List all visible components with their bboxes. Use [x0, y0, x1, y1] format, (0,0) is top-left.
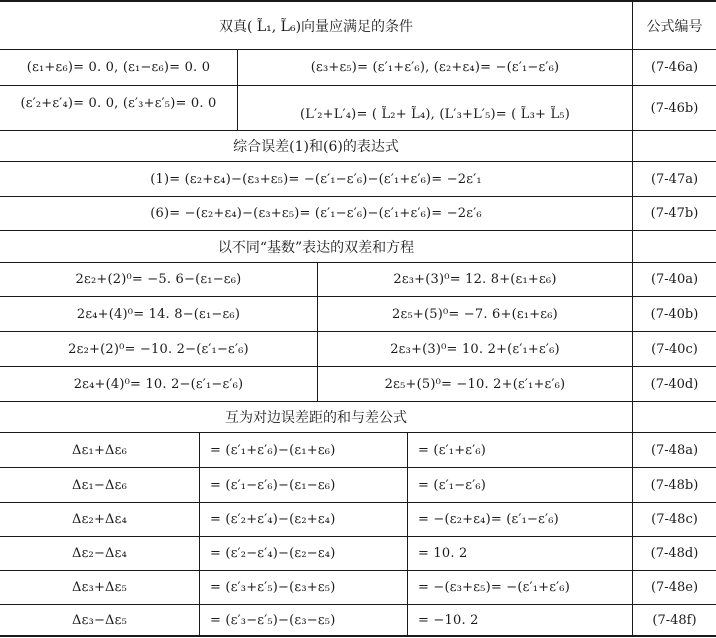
pair-term: Δε₁−Δε₆ [72, 477, 127, 493]
base-formula-left: 2ε₄+(4)⁰= 10. 2−(ε′₁−ε′₆) [73, 376, 244, 392]
base-formula-right: 2ε₅+(5)⁰= −7. 6+(ε₁+ε₆) [392, 306, 558, 322]
formula-number: (7-47a) [650, 171, 699, 187]
base-formula-left: 2ε₄+(4)⁰= 14. 8−(ε₁−ε₆) [76, 306, 241, 322]
pair-expansion: = (ε′₃−ε′₅)−(ε₃−ε₅) [210, 612, 336, 628]
pair-result: = (ε′₁−ε′₆) [418, 477, 487, 493]
pair-expansion: = (ε′₁+ε′₆)−(ε₁+ε₆) [210, 442, 336, 458]
pair-term: Δε₂−Δε₄ [72, 546, 127, 561]
pair-term: Δε₃+Δε₅ [72, 580, 127, 595]
formula-number: (7-48f) [652, 612, 697, 628]
condition-right: (L′₂+L′₄)= ( L̃₂+ L̃₄), (L′₃+L′₅)= ( L̃₃+ L̃₅) [300, 107, 570, 122]
composite-formula: (6)= −(ε₂+ε₄)−(ε₃+ε₅)= (ε′₁−ε′₆)−(ε′₁+ε′₆)= −2ε′₆ [150, 206, 482, 221]
conditions-header: 双真( L̃₁, L̃₆)向量应满足的条件 [218, 18, 414, 35]
pair-result: = −10. 2 [418, 612, 479, 628]
pair-term: Δε₂+Δε₄ [72, 512, 127, 527]
formula-number: (7-46b) [650, 100, 699, 116]
formula-number: (7-48b) [650, 477, 699, 493]
formula-number-header: 公式编号 [646, 18, 703, 35]
condition-left: (ε₁+ε₆)= 0. 0, (ε₁−ε₆)= 0. 0 [26, 60, 211, 75]
base-formula-left: 2ε₂+(2)⁰= −10. 2−(ε′₁−ε′₆) [68, 341, 249, 357]
pair-result: = −(ε₂+ε₄)= (ε′₁−ε′₆) [418, 512, 559, 527]
pair-term: Δε₁+Δε₆ [72, 442, 127, 458]
pair-expansion: = (ε′₂−ε′₄)−(ε₂−ε₄) [210, 546, 336, 561]
section-title-composite: 综合误差(1)和(6)的表达式 [233, 139, 399, 155]
pair-expansion: = (ε′₂+ε′₄)−(ε₂+ε₄) [210, 512, 336, 527]
base-formula-right: 2ε₃+(3)⁰= 12. 8+(ε₁+ε₆) [393, 272, 557, 287]
section-title-base: 以不同“基数”表达的双差和方程 [217, 239, 415, 256]
formula-number: (7-48d) [650, 546, 699, 561]
formula-number: (7-48a) [650, 442, 699, 458]
section-title-pairs: 互为对边误差距的和与差公式 [225, 410, 407, 426]
composite-formula: (1)= (ε₂+ε₄)−(ε₃+ε₅)= −(ε′₁−ε′₆)−(ε′₁+ε′₆)= −2ε′₁ [150, 171, 482, 187]
pair-term: Δε₃−Δε₅ [72, 612, 127, 628]
base-formula-right: 2ε₃+(3)⁰= 10. 2+(ε′₁+ε′₆) [390, 341, 560, 357]
formula-number: (7-40b) [650, 306, 699, 322]
base-formula-right: 2ε₅+(5)⁰= −10. 2+(ε′₁+ε′₆) [384, 376, 566, 392]
pair-result: = 10. 2 [418, 546, 468, 561]
formula-number: (7-46a) [650, 60, 699, 75]
condition-left: (ε′₂+ε′₄)= 0. 0, (ε′₃+ε′₅)= 0. 0 [20, 96, 217, 111]
condition-right: (ε₃+ε₅)= (ε′₁+ε′₆), (ε₂+ε₄)= −(ε′₁−ε′₆) [310, 60, 560, 75]
formula-number: (7-40a) [650, 272, 699, 287]
formula-number: (7-47b) [650, 206, 699, 221]
formula-number: (7-40d) [650, 376, 699, 392]
formula-number: (7-40c) [651, 341, 698, 357]
pair-expansion: = (ε′₃+ε′₅)−(ε₃+ε₅) [210, 580, 336, 595]
formula-number: (7-48c) [651, 512, 698, 527]
table-bottom-rule [0, 635, 716, 637]
formula-number: (7-48e) [650, 580, 699, 595]
pair-result: = (ε′₁+ε′₆) [418, 442, 487, 458]
base-formula-left: 2ε₂+(2)⁰= −5. 6−(ε₁−ε₆) [75, 272, 242, 287]
pair-result: = −(ε₃+ε₅)= −(ε′₁+ε′₆) [418, 580, 570, 595]
pair-expansion: = (ε′₁−ε′₆)−(ε₁−ε₆) [210, 477, 336, 493]
